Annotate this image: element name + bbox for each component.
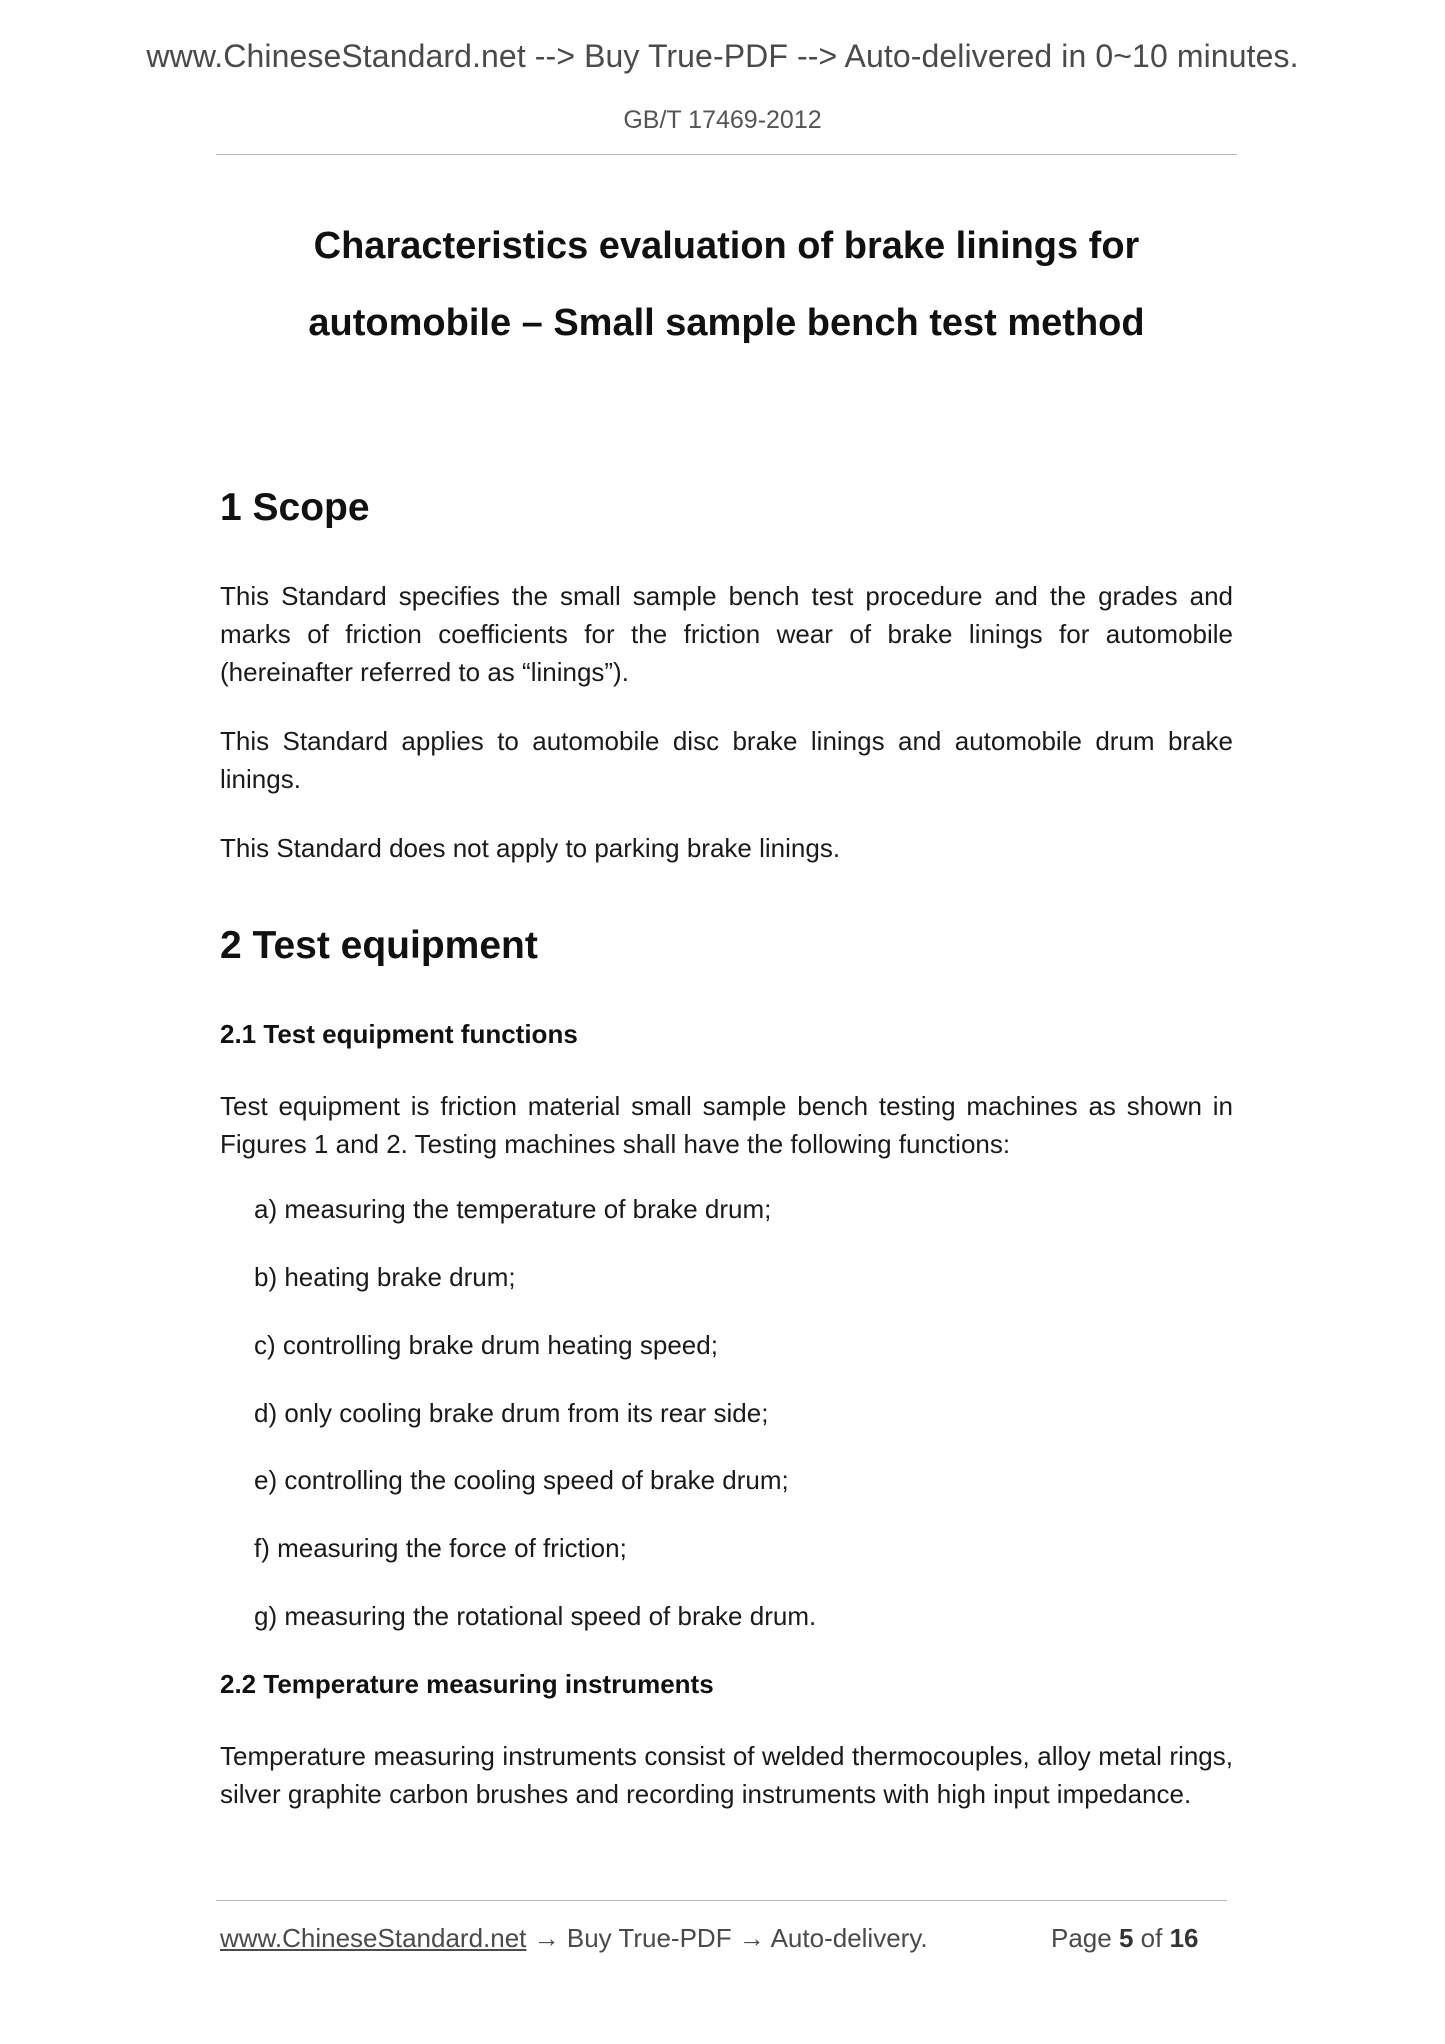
section-heading-scope: 1 Scope (220, 486, 370, 529)
footer-tagline: → Buy True-PDF → Auto-delivery. (533, 1923, 928, 1953)
standard-number: GB/T 17469-2012 (623, 106, 822, 134)
of-label: of (1140, 1923, 1163, 1953)
footer-left (220, 1923, 928, 1954)
list-item: b) heating brake drum; (254, 1262, 516, 1292)
section-heading-test-equipment: 2 Test equipment (220, 924, 538, 967)
list-item: f) measuring the force of friction; (254, 1533, 627, 1563)
page-label: Page (1051, 1923, 1112, 1953)
total-pages: 16 (1169, 1923, 1199, 1953)
title-line-2: automobile – Small sample bench test method (308, 302, 1145, 344)
top-banner: www.ChineseStandard.net --> Buy True-PDF --> Auto-delivered in 0~10 minutes. (146, 38, 1299, 74)
scope-paragraph-3: This Standard does not apply to parking brake linings. (220, 833, 841, 863)
page-indicator (1051, 1923, 1199, 1954)
list-item: d) only cooling brake drum from its rear side; (254, 1398, 769, 1428)
list-item: a) measuring the temperature of brake drum; (254, 1194, 772, 1224)
temperature-paragraph: Temperature measuring instruments consist of welded thermocouples, alloy metal rings, silver graphite carbon brushes and recording instruments with high input impedance. (220, 1741, 1233, 1809)
functions-intro-paragraph: Test equipment is friction material small sample bench testing machines as shown in Figures 1 and 2. Testing machines shall have the following functions: (220, 1091, 1233, 1159)
subsection-heading-temperature: 2.2 Temperature measuring instruments (220, 1669, 714, 1699)
page-number: 5 (1118, 1923, 1134, 1953)
document-title (216, 208, 1237, 362)
subsection-heading-functions: 2.1 Test equipment functions (220, 1019, 578, 1049)
list-item: c) controlling brake drum heating speed; (254, 1330, 718, 1360)
list-item: e) controlling the cooling speed of brake drum; (254, 1465, 789, 1495)
footer-site-link[interactable]: www.ChineseStandard.net (220, 1923, 527, 1953)
list-item: g) measuring the rotational speed of brake drum. (254, 1601, 817, 1631)
header-divider (216, 154, 1237, 155)
scope-paragraph-1: This Standard specifies the small sample bench test procedure and the grades and marks of friction coefficients for the friction wear of brake linings for automobile (hereinafter referred to as “linings”). (220, 581, 1233, 687)
footer-divider (216, 1900, 1227, 1901)
scope-paragraph-2: This Standard applies to automobile disc brake linings and automobile drum brake linings. (220, 726, 1233, 794)
title-line-1: Characteristics evaluation of brake linings for (313, 225, 1140, 267)
